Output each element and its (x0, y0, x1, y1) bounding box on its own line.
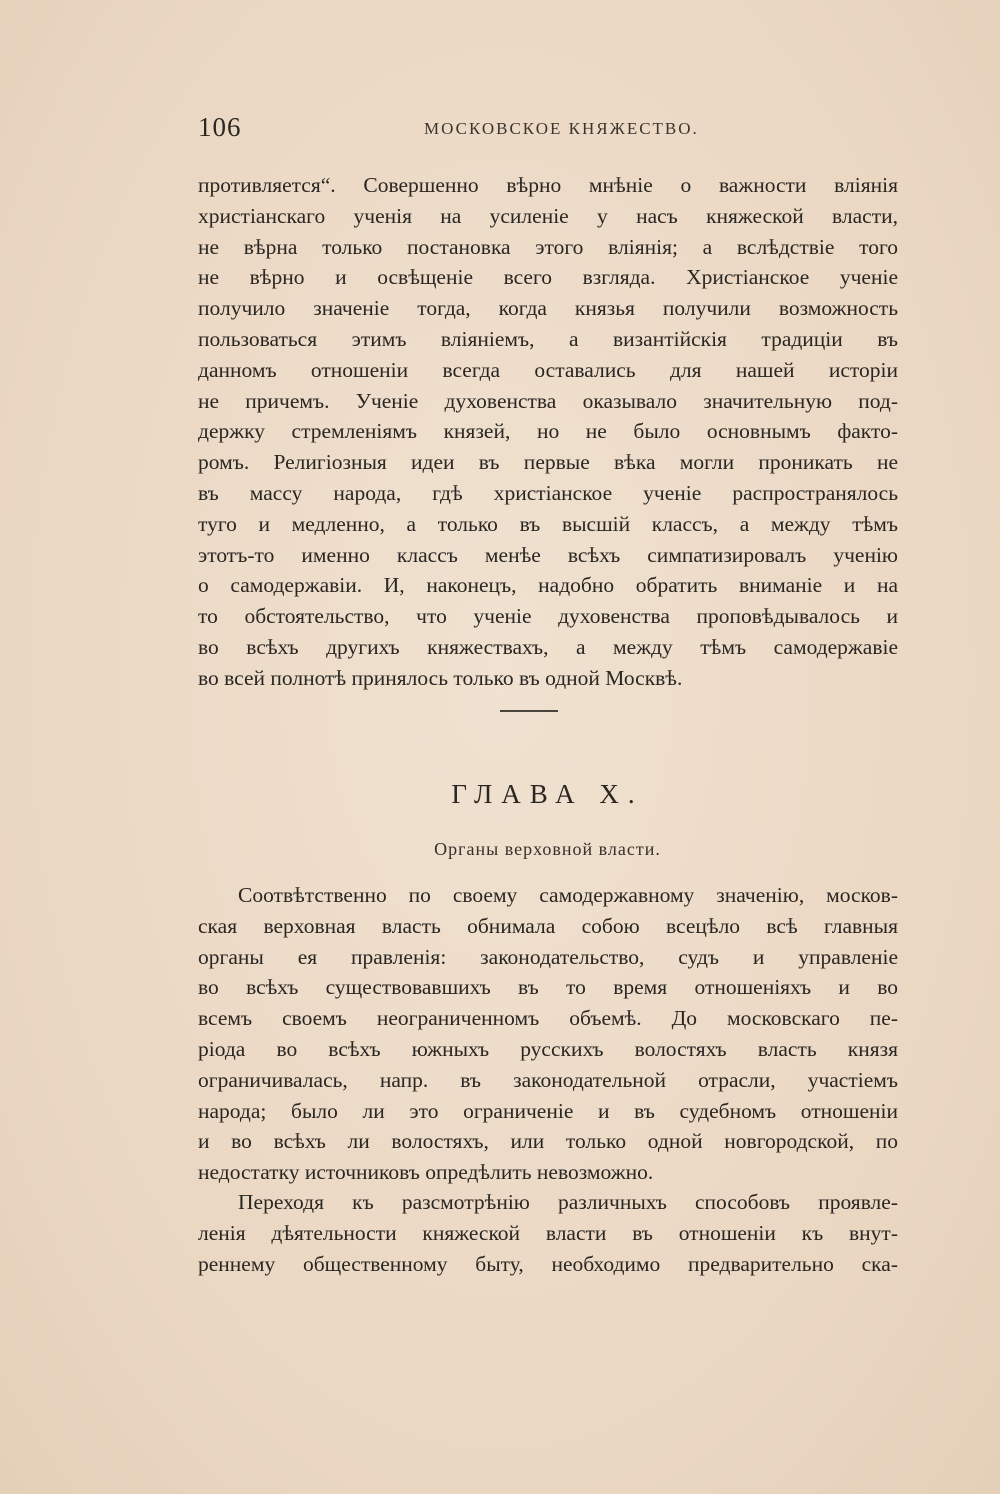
paragraph-2 (198, 880, 898, 1188)
text-line: во всѣхъ существовавшихъ въ то время отношеніяхъ и во (198, 975, 898, 1000)
text-line: ріода во всѣхъ южныхъ русскихъ волостяхъ власть князя (198, 1036, 898, 1061)
text-line: ленія дѣятельности княжеской власти въ отношеніи къ внут- (198, 1220, 898, 1245)
text-line: народа; было ли это ограниченіе и въ судебномъ отношеніи (198, 1098, 898, 1123)
running-head (198, 112, 896, 146)
paragraph-1 (198, 170, 898, 694)
section-divider (500, 710, 558, 712)
text-line: органы ея правленія: законодательство, судъ и управленіе (198, 944, 898, 969)
text-line: не вѣрна только постановка этого вліянія; а вслѣдствіе того (198, 234, 898, 259)
text-line: пользоваться этимъ вліяніемъ, а византійскія традиціи въ (198, 326, 898, 351)
text-line: получило значеніе тогда, когда князья получили возможность (198, 296, 898, 321)
text-line: во всѣхъ другихъ княжествахъ, а между тѣмъ самодержавіе (198, 634, 898, 659)
text-line: въ массу народа, гдѣ христіанское ученіе распространялось (198, 480, 898, 505)
paragraph-3 (198, 1187, 898, 1279)
text-line: недостатку источниковъ опредѣлить невозможно. (198, 1160, 654, 1185)
text-line: реннему общественному быту, необходимо предварительно ска- (198, 1251, 898, 1276)
text-line: этотъ-то именно классъ менѣе всѣхъ симпатизировалъ ученію (198, 542, 898, 567)
text-line: то обстоятельство, что ученіе духовенства проповѣдывалось и (198, 604, 898, 629)
text-line: туго и медленно, а только въ высшій классъ, а между тѣмъ (198, 511, 898, 536)
text-line: ская верховная власть обнимала собою всецѣло всѣ главныя (198, 913, 898, 938)
chapter-subtitle: Органы верховной власти. (434, 839, 661, 859)
text-line: ограничивалась, напр. въ законодательной отрасли, участіемъ (198, 1067, 898, 1092)
text-line: во всей полнотѣ принялось только въ одной Москвѣ. (198, 665, 683, 690)
text-line: о самодержавіи. И, наконецъ, надобно обратить вниманіе и на (198, 573, 898, 598)
text-line: христіанскаго ученія на усиленіе у насъ княжеской власти, (198, 203, 898, 228)
text-line: не причемъ. Ученіе духовенства оказывало значительную под- (198, 388, 898, 413)
text-line: данномъ отношеніи всегда оставались для нашей исторіи (198, 357, 898, 382)
text-line: Соотвѣтственно по своему самодержавному значенію, москов- (238, 883, 898, 907)
text-line: противляется“. Совершенно вѣрно мнѣніе о важности вліянія (198, 173, 898, 197)
page-number: 106 (198, 112, 242, 142)
text-line: всемъ своемъ неограниченномъ объемѣ. До московскаго пе- (198, 1006, 898, 1031)
text-line: ромъ. Религіозныя идеи въ первые вѣка могли проникать не (198, 450, 898, 475)
running-head-title: МОСКОВСКОЕ КНЯЖЕСТВО. (424, 119, 699, 138)
text-line: Переходя къ разсмотрѣнію различныхъ способовъ проявле- (238, 1190, 898, 1214)
text-line: и во всѣхъ ли волостяхъ, или только одной новгородской, по (198, 1129, 898, 1154)
text-line: держку стремленіямъ князей, но не было основнымъ факто- (198, 419, 898, 444)
chapter-title: ГЛАВА X. (451, 779, 644, 809)
text-line: не вѣрно и освѣщеніе всего взгляда. Христіанское ученіе (198, 265, 898, 290)
